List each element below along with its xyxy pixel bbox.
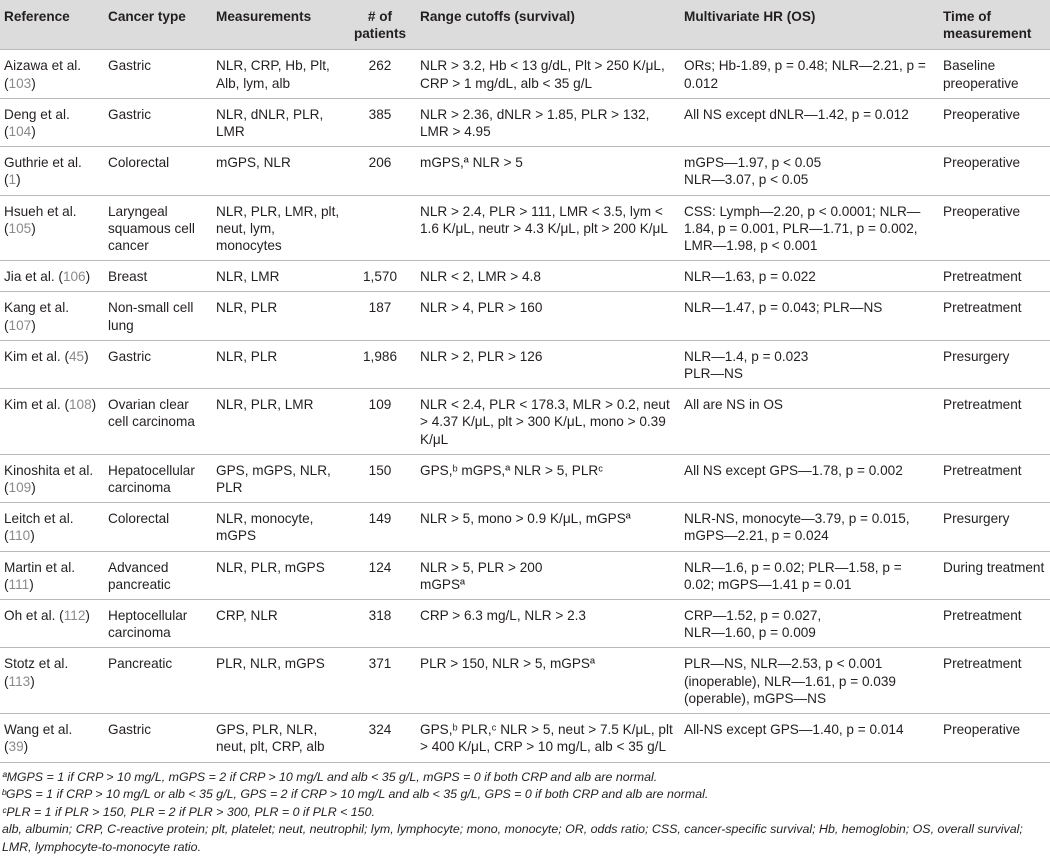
cancer-type-cell: Pancreatic [104,648,212,714]
multivariate-hr-cell: ORs; Hb-1.89, p = 0.48; NLR—2.21, p = 0.012 [680,50,939,98]
reference-link[interactable]: 109 [8,480,32,496]
header-patients: # of patients [353,9,407,42]
reference-link[interactable]: 39 [8,739,24,755]
reference-author: Kang et al. [4,300,69,316]
reference-cell: Kim et al. (45) [0,340,104,388]
measurements-cell: NLR, LMR [212,261,344,292]
reference-cell: Stotz et al. (113) [0,648,104,714]
patients-cell: 1,570 [344,261,416,292]
reference-link[interactable]: 103 [8,75,32,91]
cancer-type-cell: Gastric [104,340,212,388]
cancer-type-cell: Gastric [104,714,212,762]
cancer-type-cell: Colorectal [104,147,212,195]
cancer-type-cell: Heptocellular carcinoma [104,600,212,648]
cutoffs-cell: NLR > 2, PLR > 126 [416,340,680,388]
time-cell: Preoperative [939,195,1050,261]
cutoffs-cell: NLR > 2.4, PLR > 111, LMR < 3.5, lym < 1.6 K/μL, neutr > 4.3 K/μL, plt > 200 K/μL [416,195,680,261]
patients-cell: 262 [344,50,416,98]
reference-link[interactable]: 113 [8,673,31,689]
cancer-type-cell: Gastric [104,98,212,146]
reference-author: Kim et al. [4,348,61,364]
time-cell: Preoperative [939,714,1050,762]
footnote: ᵇGPS = 1 if CRP > 10 mg/L or alb < 35 g/L, GPS = 2 if CRP > 10 mg/L and alb < 35 g/L, GPS = 0 if both CRP and alb are normal. [2,787,709,802]
measurements-cell: CRP, NLR [212,600,344,648]
measurements-cell: NLR, PLR [212,340,344,388]
header-range-cutoffs: Range cutoffs (survival) [420,9,575,24]
multivariate-hr-cell: NLR—1.47, p = 0.043; PLR—NS [680,292,939,340]
time-cell: Pretreatment [939,261,1050,292]
measurements-cell: NLR, PLR, mGPS [212,551,344,599]
patients-cell: 150 [344,454,416,502]
reference-link[interactable]: 111 [8,576,30,592]
reference-author: Oh et al. [4,608,56,624]
reference-author: Leitch et al. [4,511,74,527]
header-reference: Reference [4,9,70,24]
reference-link[interactable]: 104 [8,124,32,140]
patients-cell: 385 [344,98,416,146]
patients-cell: 124 [344,551,416,599]
cancer-type-cell: Non-small cell lung [104,292,212,340]
reference-link[interactable]: 110 [8,528,31,544]
reference-author: Aizawa et al. [4,58,82,74]
table-row [0,147,1050,195]
reference-cell: Wang et al. (39) [0,714,104,762]
reference-author: Stotz et al. [4,656,69,672]
table-row [0,98,1050,146]
time-cell: Pretreatment [939,292,1050,340]
cutoffs-cell: GPS,ᵇ PLR,ᶜ NLR > 5, neut > 7.5 K/μL, plt > 400 K/μL, CRP > 10 mg/L, alb < 35 g/L [416,714,680,762]
cutoffs-cell: NLR < 2, LMR > 4.8 [416,261,680,292]
measurements-cell: PLR, NLR, mGPS [212,648,344,714]
patients-cell: 187 [344,292,416,340]
multivariate-hr-cell: NLR-NS, monocyte—3.79, p = 0.015, mGPS—2.21, p = 0.024 [680,503,939,551]
reference-cell: Guthrie et al. (1) [0,147,104,195]
time-cell: Pretreatment [939,454,1050,502]
reference-author: Kinoshita et al. [4,462,94,478]
time-cell: Pretreatment [939,648,1050,714]
cancer-type-cell: Laryngeal squamous cell cancer [104,195,212,261]
table-row [0,261,1050,292]
cutoffs-cell: NLR > 5, PLR > 200 mGPSª [416,551,680,599]
table-body [0,50,1050,762]
measurements-cell: GPS, mGPS, NLR, PLR [212,454,344,502]
cutoffs-cell: NLR > 4, PLR > 160 [416,292,680,340]
cancer-type-cell: Ovarian clear cell carcinoma [104,389,212,455]
measurements-cell: mGPS, NLR [212,147,344,195]
multivariate-hr-cell: mGPS—1.97, p < 0.05 NLR—3.07, p < 0.05 [680,147,939,195]
reference-author: Kim et al. [4,397,61,413]
reference-link[interactable]: 45 [68,348,85,364]
multivariate-hr-cell: PLR—NS, NLR—2.53, p < 0.001 (inoperable), NLR—1.61, p = 0.039 (operable), mGPS—NS [680,648,939,714]
time-cell: Pretreatment [939,600,1050,648]
footnote: ᶜPLR = 1 if PLR > 150, PLR = 2 if PLR > 300, PLR = 0 if PLR < 150. [2,804,375,819]
measurements-cell: NLR, CRP, Hb, Plt, Alb, lym, alb [212,50,344,98]
measurements-cell: NLR, PLR, LMR [212,389,344,455]
multivariate-hr-cell: All are NS in OS [680,389,939,455]
cutoffs-cell: NLR < 2.4, PLR < 178.3, MLR > 0.2, neut > 4.37 K/μL, plt > 300 K/μL, mono > 0.39 K/μL [416,389,680,455]
table-row [0,454,1050,502]
patients-cell: 318 [344,600,416,648]
reference-author: Hsueh et al. [4,203,77,219]
reference-author: Martin et al. [4,559,76,575]
footnote: ªMGPS = 1 if CRP > 10 mg/L, mGPS = 2 if CRP > 10 mg/L and alb < 35 g/L, mGPS = 0 if both CRP and alb are normal. [2,769,658,784]
cancer-type-cell: Gastric [104,50,212,98]
cancer-type-cell: Hepatocellular carcinoma [104,454,212,502]
reference-cell: Hsueh et al. (105) [0,195,104,261]
reference-link[interactable]: 1 [8,172,17,188]
multivariate-hr-cell: All-NS except GPS—1.40, p = 0.014 [680,714,939,762]
table-row [0,714,1050,762]
table-row [0,50,1050,98]
multivariate-hr-cell: CRP—1.52, p = 0.027, NLR—1.60, p = 0.009 [680,600,939,648]
reference-author: Deng et al. [4,106,70,122]
reference-cell: Leitch et al. (110) [0,503,104,551]
reference-cell: Jia et al. (106) [0,261,104,292]
reference-link[interactable]: 107 [8,317,32,333]
table-row [0,292,1050,340]
measurements-cell: NLR, PLR, LMR, plt, neut, lym, monocytes [212,195,344,261]
patients-cell: 1,986 [344,340,416,388]
time-cell: Presurgery [939,503,1050,551]
cutoffs-cell: GPS,ᵇ mGPS,ª NLR > 5, PLRᶜ [416,454,680,502]
multivariate-hr-cell: CSS: Lymph—2.20, p < 0.0001; NLR—1.84, p = 0.001, PLR—1.71, p = 0.002, LMR—1.98, p < 0.001 [680,195,939,261]
footnote: alb, albumin; CRP, C-reactive protein; plt, platelet; neut, neutrophil; lym, lymphocyte; mono, monocyte; OR, odds ratio; CSS, cancer-specific survival; Hb, hemoglobin; OS, overall survival; LMR, lymphocyte-to-monocyte ratio. [2,822,1023,854]
header-time-of-measurement: Time of measurement [943,9,1032,42]
time-cell: Preoperative [939,98,1050,146]
measurements-cell: GPS, PLR, NLR, neut, plt, CRP, alb [212,714,344,762]
table-row [0,503,1050,551]
reference-author: Wang et al. [4,722,73,738]
time-cell: Pretreatment [939,389,1050,455]
patients-cell: 149 [344,503,416,551]
patients-cell: 324 [344,714,416,762]
header-row [0,0,1050,50]
header-measurements: Measurements [216,9,312,24]
reference-link[interactable]: 106 [62,269,86,285]
multivariate-hr-cell: All NS except GPS—1.78, p = 0.002 [680,454,939,502]
reference-cell: Kinoshita et al. (109) [0,454,104,502]
table-row [0,389,1050,455]
multivariate-hr-cell: NLR—1.63, p = 0.022 [680,261,939,292]
cancer-type-cell: Breast [104,261,212,292]
measurements-cell: NLR, PLR [212,292,344,340]
measurements-cell: NLR, monocyte, mGPS [212,503,344,551]
patients-cell: 371 [344,648,416,714]
header-multivariate-hr: Multivariate HR (OS) [684,9,816,24]
measurements-cell: NLR, dNLR, PLR, LMR [212,98,344,146]
cutoffs-cell: NLR > 3.2, Hb < 13 g/dL, Plt > 250 K/μL, CRP > 1 mg/dL, alb < 35 g/L [416,50,680,98]
time-cell: Baseline preoperative [939,50,1050,98]
cutoffs-cell: PLR > 150, NLR > 5, mGPSª [416,648,680,714]
patients-cell: 109 [344,389,416,455]
reference-cell: Kang et al. (107) [0,292,104,340]
reference-author: Guthrie et al. [4,155,82,171]
reference-author: Jia et al. [4,269,55,285]
cutoffs-cell: NLR > 5, mono > 0.9 K/μL, mGPSª [416,503,680,551]
reference-cell: Oh et al. (112) [0,600,104,648]
header-cancer-type: Cancer type [108,9,186,24]
reference-cell: Aizawa et al. (103) [0,50,104,98]
multivariate-hr-cell: All NS except dNLR—1.42, p = 0.012 [680,98,939,146]
multivariate-hr-cell: NLR—1.6, p = 0.02; PLR—1.58, p = 0.02; mGPS—1.41 p = 0.01 [680,551,939,599]
cancer-type-cell: Advanced pancreatic [104,551,212,599]
table-row [0,195,1050,261]
reference-cell: Kim et al. (108) [0,389,104,455]
time-cell: Preoperative [939,147,1050,195]
cancer-type-cell: Colorectal [104,503,212,551]
cutoffs-cell: NLR > 2.36, dNLR > 1.85, PLR > 132, LMR > 4.95 [416,98,680,146]
time-cell: Presurgery [939,340,1050,388]
reference-link[interactable]: 112 [63,608,86,624]
footnotes [0,763,1046,857]
multivariate-hr-cell: NLR—1.4, p = 0.023 PLR—NS [680,340,939,388]
reference-cell: Deng et al. (104) [0,98,104,146]
reference-link[interactable]: 105 [8,220,32,236]
table-row [0,600,1050,648]
patients-cell [344,195,416,261]
time-cell: During treatment [939,551,1050,599]
reference-link[interactable]: 108 [68,397,92,413]
table-row [0,551,1050,599]
patients-cell: 206 [344,147,416,195]
table-row [0,340,1050,388]
cutoffs-cell: mGPS,ª NLR > 5 [416,147,680,195]
table-row [0,648,1050,714]
cutoffs-cell: CRP > 6.3 mg/L, NLR > 2.3 [416,600,680,648]
reference-cell: Martin et al. (111) [0,551,104,599]
